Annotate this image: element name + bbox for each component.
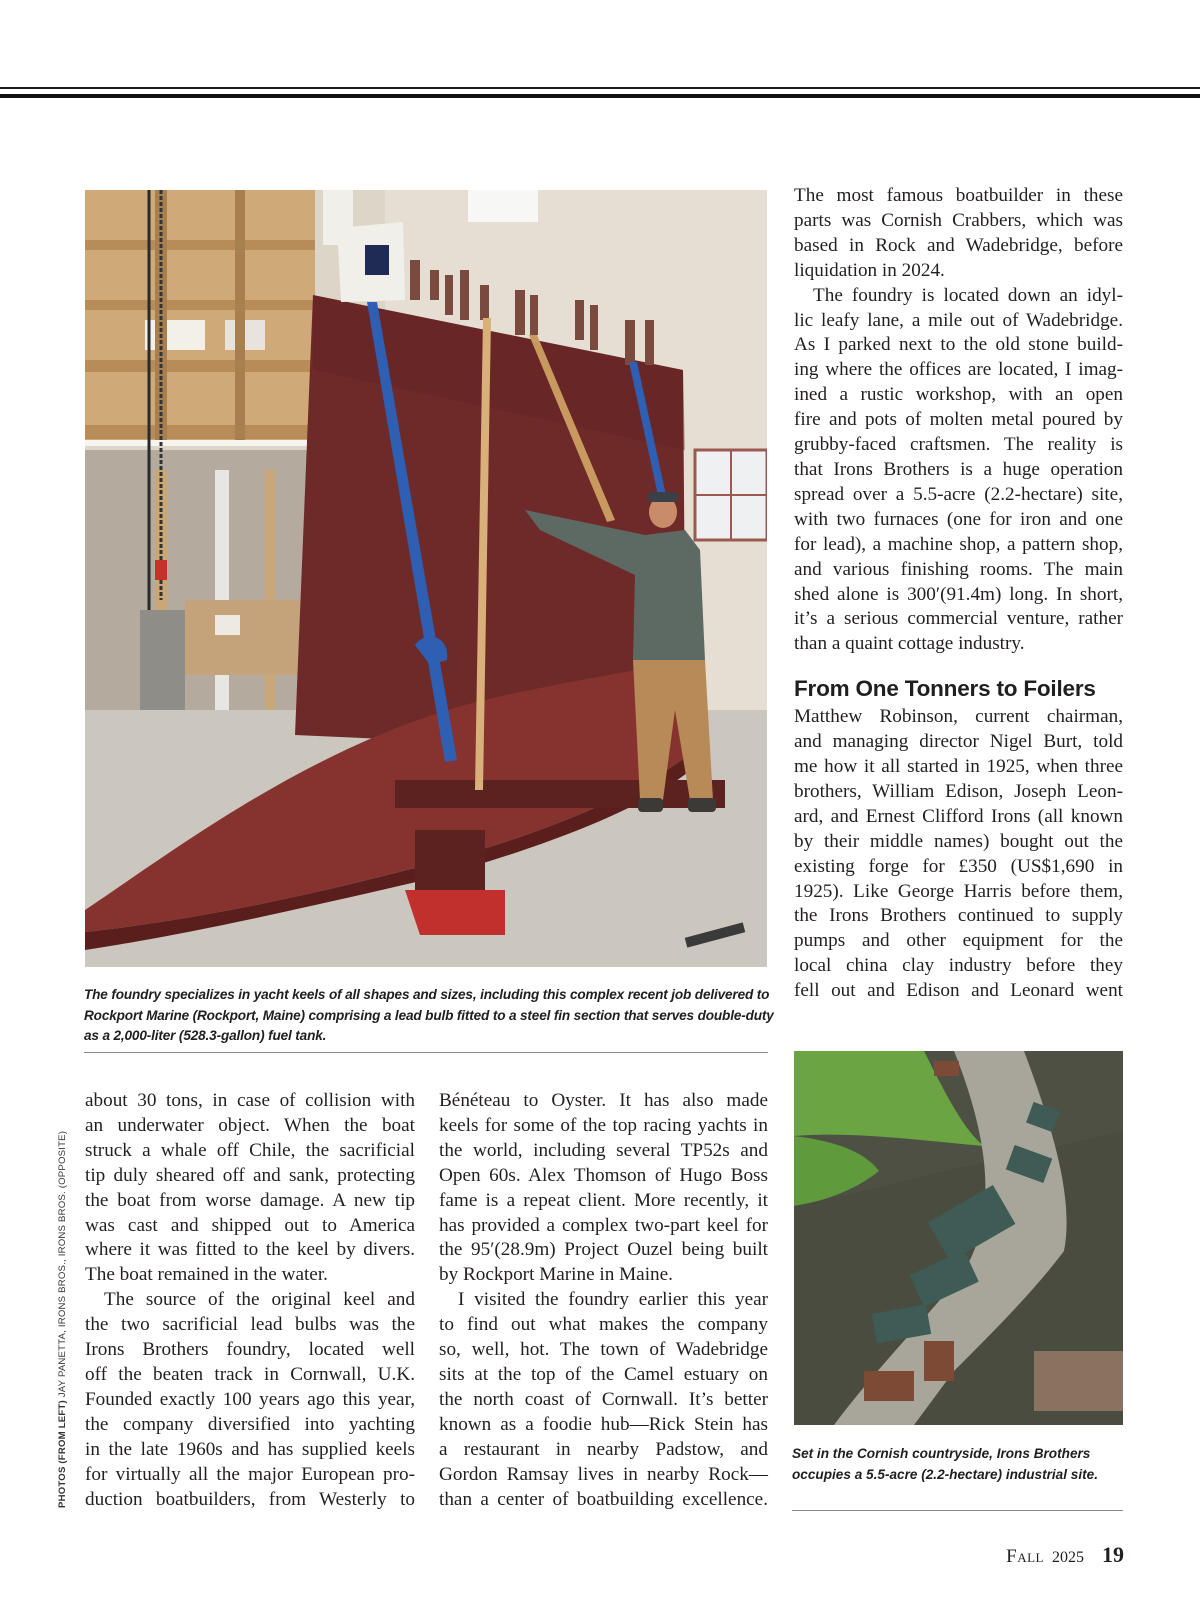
main-photo-caption: The foundry specializes in yacht keels of all shapes and sizes, including this complex recent job delivered to Rockport Marine (Rockport, Maine) comprising a lead bulb fitted to a steel fin section that serves double-duty as a 2,000-liter (528.3-gallon) fuel tank. [84,987,774,1043]
article-column-right [794,184,1123,1004]
section-heading: From One Tonners to Foilers [794,676,1096,702]
caption-divider-main [84,1052,768,1053]
paragraph-foundry-location: The foundry is located down an idyl- lic leafy lane, a mile out of Wadebridge. As I parked next to the old stone build- ing where the offices are located, I imag- ined a rustic workshop, with an open fire and pots of molten metal poured by grubby-faced craftsmen. The reality is that Irons Brothers is a huge operation spread over a 5.5-acre (2.2-hectare) site, with two furnaces (one for iron and one for lead), a machine shop, a pattern shop, and various finishing rooms. The main shed alone is 300′(91.4m) long. In short, it’s a serious commercial venture, rather than a quaint cottage industry. [794,284,1123,655]
header-rule-thick [0,94,1200,98]
issue-year: 2025 [1052,1549,1084,1566]
article-column-bottom-middle [439,1089,768,1512]
paragraph-whale-strike: about 30 tons, in case of collision with an underwater object. When the boat struck a whale off Chile, the sacrificial tip duly sheared off and sank, protecting the boat from worse damage. A new tip was cast and shipped out to America where it was fitted to the keel by divers. The boat remained in the water. [85,1090,415,1286]
photo-credit-label: PHOTOS (FROM LEFT) [57,1400,68,1508]
caption-divider-aerial [792,1510,1123,1511]
aerial-photo-foundry-site [794,1051,1123,1425]
paragraph-cornish-crabbers: The most famous boatbuilder in these parts was Cornish Crabbers, which was based in Rock and Wadebridge, before liquidation in 2024. [794,185,1123,281]
paragraph-irons-brothers: The source of the original keel and the two sacrificial lead bulbs was the Irons Brothers foundry, located well off the beaten track in Cornwall, U.K. Founded exactly 100 years ago this year, the company diversified into yachting in the late 1960s and has supplied keels for virtually all the major European pro- duction boatbuilders, from Westerly to [85,1289,415,1510]
article-column-bottom-left [85,1089,415,1512]
header-rule-thin [0,87,1200,89]
main-photo-keel [85,190,767,967]
paragraph-wadebridge-visit: I visited the foundry earlier this year to find out what makes the company so, well, hot. The town of Wadebridge sits at the top of the Camel estuary on the north coast of Cornwall. It’s better known as a foodie hub—Rick Stein has a restaurant in nearby Padstow, and Gordon Ramsay lives in nearby Rock— than a center of boatbuilding excellence. [439,1289,768,1510]
photo-credit [57,1131,68,1508]
aerial-photo-caption: Set in the Cornish countryside, Irons Brothers occupies a 5.5-acre (2.2-hectare) industrial site. [792,1446,1098,1482]
issue-season: Fall [1006,1546,1044,1567]
page-folio [1006,1542,1124,1568]
paragraph-history: Matthew Robinson, current chairman, and managing director Nigel Burt, told me how it all started in 1925, when three brothers, William Edison, Joseph Leon- ard, and Ernest Clifford Irons (all known by their middle names) bought out the existing forge for £350 (US$1,690 in 1925). Like George Harris before them, the Irons Brothers continued to supply pumps and other equipment for the local china clay industry before they fell out and Edison and Leonard went [794,706,1123,1002]
photo-credit-text: JAY PANETTA, IRONS BROS., IRONS BROS. (OPPOSITE) [57,1130,68,1398]
page-number: 19 [1102,1542,1124,1567]
paragraph-racing-keels: Bénéteau to Oyster. It has also made keels for some of the top racing yachts in the world, including several TP52s and Open 60s. Alex Thomson of Hugo Boss fame is a repeat client. More recently, it has provided a complex two-part keel for the 95′(28.9m) Project Ouzel being built by Rockport Marine in Maine. [439,1090,768,1286]
